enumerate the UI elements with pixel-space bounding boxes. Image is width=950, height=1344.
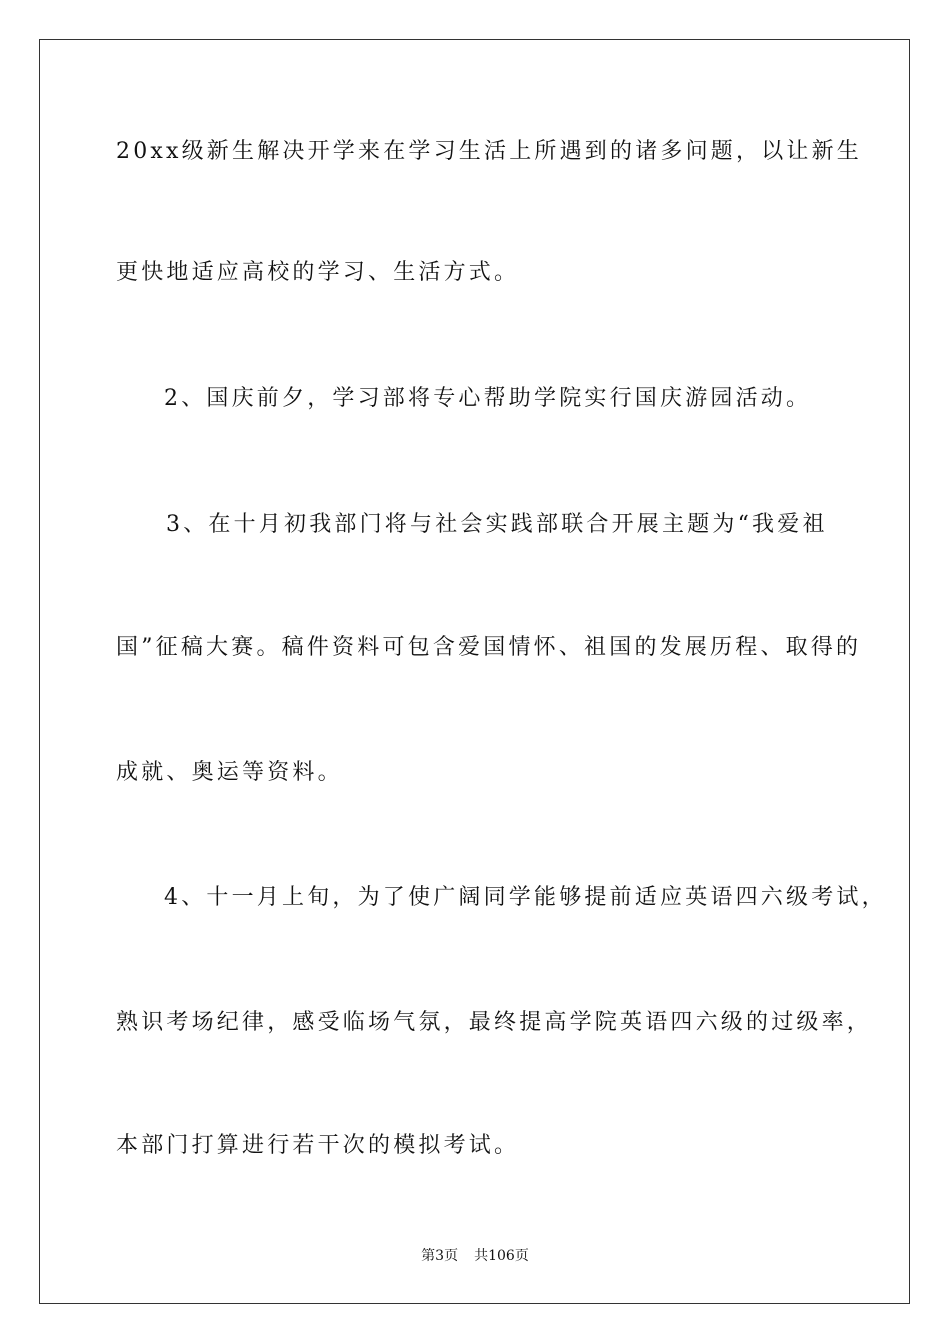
- body-line-5: 国”征稿大赛。稿件资料可包含爱国情怀、祖国的发展历程、取得的: [116, 635, 862, 660]
- body-line-7: 4、十一月上旬，为了使广阔同学能够提前适应英语四六级考试，: [164, 885, 887, 910]
- page-footer: [0, 1247, 950, 1265]
- body-line-8: 熟识考场纪律，感受临场气氛，最终提高学院英语四六级的过级率，: [116, 1010, 873, 1035]
- body-line-6: 成就、奥运等资料。: [116, 760, 343, 785]
- page-number-total: 共106页: [474, 1248, 529, 1264]
- body-line-3: 2、国庆前夕，学习部将专心帮助学院实行国庆游园活动。: [164, 386, 812, 411]
- page-number-current: 第3页: [421, 1248, 459, 1264]
- body-line-4: 3、在十月初我部门将与社会实践部联合开展主题为“我爱祖: [166, 512, 828, 537]
- page-border: [39, 39, 910, 1304]
- body-line-1: 20xx级新生解决开学来在学习生活上所遇到的诸多问题，以让新生: [116, 139, 863, 164]
- body-line-9: 本部门打算进行若干次的模拟考试。: [116, 1133, 520, 1158]
- body-line-2: 更快地适应高校的学习、生活方式。: [116, 260, 520, 285]
